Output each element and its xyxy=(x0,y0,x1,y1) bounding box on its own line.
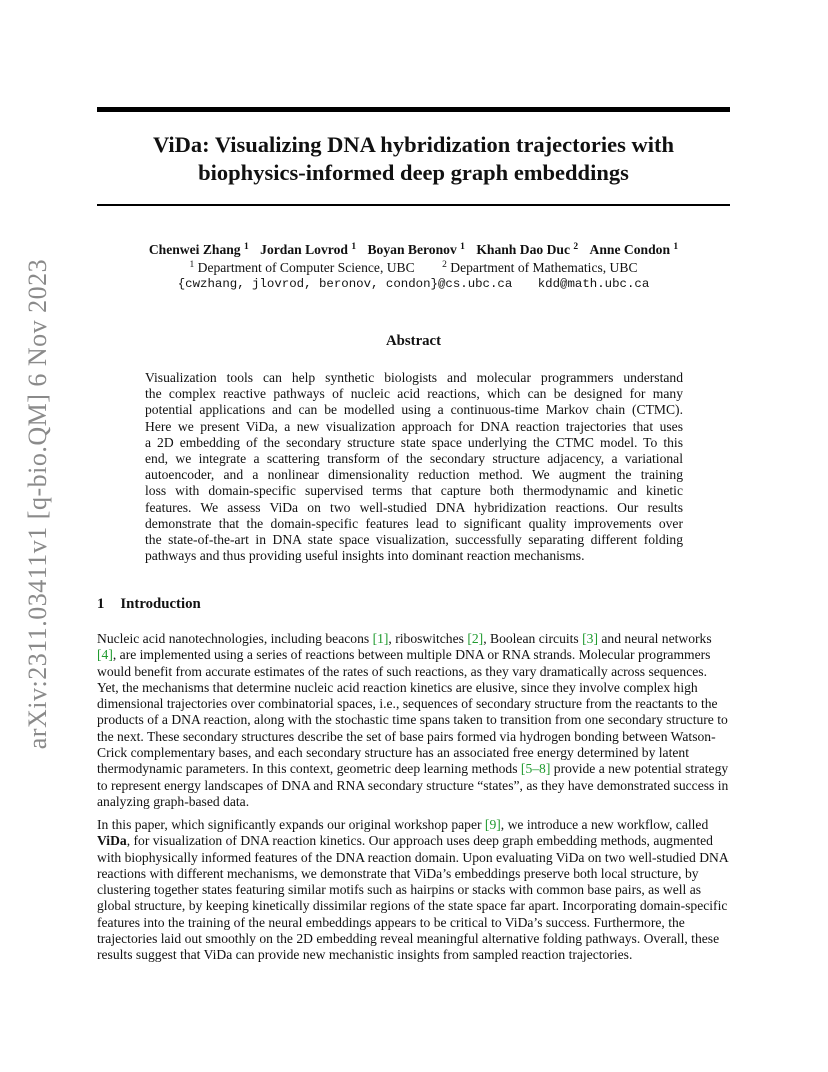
author: Boyan Beronov $^1$ xyxy=(367,242,465,257)
arxiv-identifier-text: arXiv:2311.03411v1 [q-bio.QM] 6 Nov 2023 xyxy=(23,258,52,750)
abstract-line: the state-of-the-art in DNA state space visualization, successfully separating different folding xyxy=(145,532,683,548)
citation-link[interactable]: [5–8] xyxy=(520,761,551,777)
abstract-line: Visualization tools can help synthetic biologists and molecular programmers understand xyxy=(145,370,683,385)
title-top-rule xyxy=(97,107,730,112)
abstract-line: potential applications and can be modelled using a continuous-time Markov chain (CTMC). xyxy=(145,402,683,418)
citation-link[interactable]: [3] xyxy=(582,631,598,646)
abstract-line: a 2D embedding of the secondary structure state space underlying the CTMC model. To this xyxy=(145,434,683,450)
method-name: ViDa xyxy=(97,833,127,849)
title-line-2: biophysics-informed deep graph embeddings xyxy=(198,160,629,185)
abstract-body xyxy=(145,370,683,564)
citation-link[interactable]: [4] xyxy=(97,647,113,663)
affiliation: $^1$ Department of Computer Science, UBC xyxy=(189,260,415,275)
paper-title xyxy=(97,131,730,187)
author: Khanh Dao Duc $^2$ xyxy=(476,242,579,257)
citation-link[interactable]: [9] xyxy=(484,817,501,832)
author: Chenwei Zhang $^1$ xyxy=(148,242,249,257)
email-address[interactable]: {cwzhang, jlovrod, beronov, condon}@cs.ubc.ca xyxy=(177,277,513,291)
title-line-1: ViDa: Visualizing DNA hybridization trajectories with xyxy=(152,132,674,157)
abstract-line: pathways and thus providing useful insights into dominant reaction mechanisms. xyxy=(145,548,585,564)
citation-link[interactable]: [1] xyxy=(372,631,389,646)
author-list xyxy=(97,241,730,259)
arxiv-identifier xyxy=(8,258,68,750)
section-title: Introduction xyxy=(120,596,201,612)
affiliation: $^2$ Department of Mathematics, UBC xyxy=(442,260,638,275)
section-heading-introduction xyxy=(97,594,201,614)
abstract-line: the complex reactive pathways of nucleic acid reactions, which can be designed for many xyxy=(145,386,683,402)
abstract-line: features. We assess ViDa on two well-studied DNA hybridization reactions. Our results xyxy=(145,499,683,515)
abstract-line: autoencoder, and a nonlinear dimensionality reduction method. We augment the training xyxy=(145,467,683,483)
intro-paragraph-2: In this paper, which significantly expands our original workshop paper [9], we introduce a new workflow, called ViDa, for visualization of DNA reaction kinetics. Our approach uses deep graph embedding methods, augmented with biophysically informed features of the DNA reaction domain. Upon evaluating ViDa on two well-studied DNA reactions with different mechanisms, we demonstrate that ViDa’s embeddings preserve both local structure, by clustering together states featuring similar motifs such as hairpins or stacks with common base pairs, as well as global structure, by keeping kinetically dissimilar regions of the state space far apart. Incorporating domain-specific features into the training of the neural embeddings appears to be critical to ViDa’s success. Furthermore, the trajectories laid out smoothly on the 2D embedding reveal meaningful alternative folding pathways. Overall, these results suggest that ViDa can provide new mechanistic insights from sampled reaction trajectories. xyxy=(97,817,728,963)
author: Anne Condon $^1$ xyxy=(589,242,679,257)
affiliations xyxy=(97,259,730,276)
author: Jordan Lovrod $^1$ xyxy=(260,242,357,257)
abstract-line: Here we present ViDa, a new visualization approach for DNA reaction trajectories that uses xyxy=(145,418,683,434)
abstract-line: end, we integrate a scattering transform of the secondary structure adjacency, a variational xyxy=(145,451,683,467)
citation-link[interactable]: [2] xyxy=(467,631,484,646)
abstract-heading: Abstract xyxy=(385,333,442,349)
abstract-line: loss with domain-specific supervised terms that capture both thermodynamic and kinetic xyxy=(145,483,683,499)
section-number: 1 xyxy=(97,596,105,612)
abstract-line: demonstrate that the domain-specific features lead to significant quality improvements over xyxy=(145,515,683,531)
title-bottom-rule xyxy=(97,204,730,206)
email-address[interactable]: kdd@math.ubc.ca xyxy=(537,277,650,291)
intro-paragraph-1: Nucleic acid nanotechnologies, including beacons [1], riboswitches [2], Boolean circuits [3] and neural networks [4], are implemented using a series of reactions between multiple DNA or RNA strands. Molecular programmers would benefit from accurate estimates of the rates of such reactions, as they vary dramatically across sequences. Yet, the mechanisms that determine nucleic acid reaction kinetics are elusive, since they involve complex high dimensional trajectories over combinatorial spaces, i.e., sequences of secondary structure from the reactants to the products of a DNA reaction, along with the stochastic time spans taken to transition from one secondary structure to the next. These secondary structures describe the set of base pairs formed via hydrogen bonding between Watson-Crick complementary bases, and each secondary structure has an associated free energy determined by latent thermodynamic parameters. In this context, geometric deep learning methods [5–8] provide a new potential strategy to represent energy landscapes of DNA and RNA secondary structure “states”, as they have demonstrated success in analyzing graph-based data. xyxy=(97,631,729,809)
author-emails xyxy=(97,276,730,293)
